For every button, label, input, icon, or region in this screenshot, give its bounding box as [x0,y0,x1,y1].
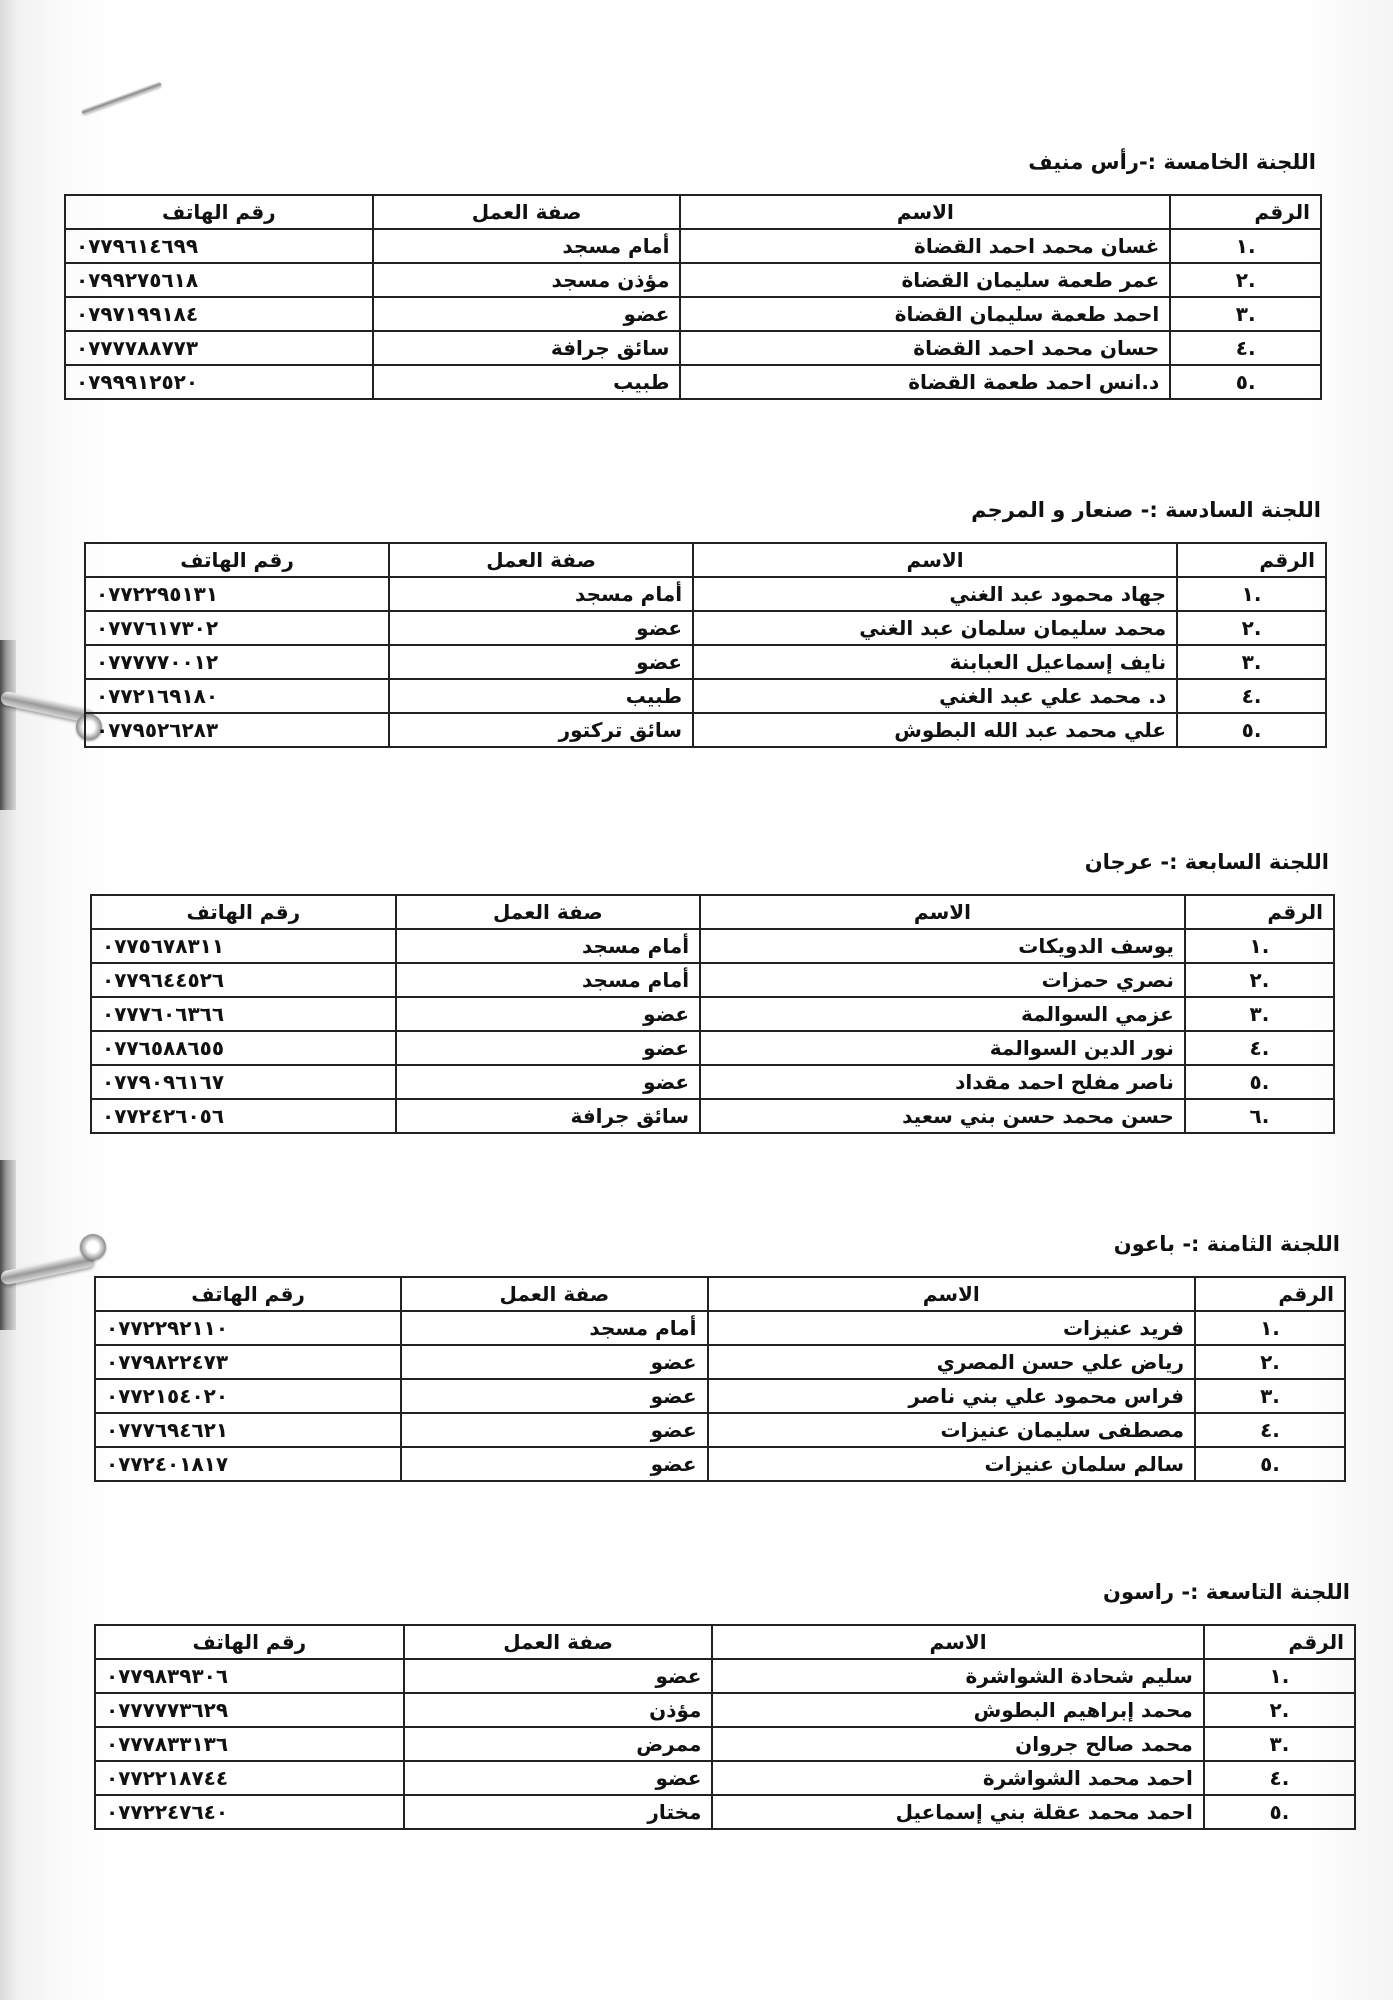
header-job: صفة العمل [401,1277,707,1311]
row-name: جهاد محمود عبد الغني [693,577,1177,611]
row-phone: ٠٧٧٥٦٧٨٣١١ [91,929,396,963]
row-phone: ٠٧٧٢٢٩٥١٣١ [85,577,389,611]
table-row [65,229,1321,263]
committee-section [94,1232,1346,1482]
table-header-row [91,895,1334,929]
row-name: مصطفى سليمان عنيزات [708,1413,1196,1447]
row-phone: ٠٧٧٢٢٤٧٦٤٠ [95,1795,404,1829]
row-phone: ٠٧٧٢٤٢٦٠٥٦ [91,1099,396,1133]
row-num: .٥ [1195,1447,1345,1481]
row-job: عضو [396,997,701,1031]
table-row [91,997,1334,1031]
row-num: .٢ [1170,263,1321,297]
row-job: عضو [396,1031,701,1065]
row-name: فراس محمود علي بني ناصر [708,1379,1196,1413]
header-job: صفة العمل [373,195,681,229]
committee-table [90,894,1335,1134]
committee-section [94,1580,1356,1830]
header-phone: رقم الهاتف [91,895,396,929]
row-num: .٤ [1170,331,1321,365]
section-title: اللجنة الخامسة :-رأس منيف [1028,150,1316,174]
row-job: أمام مسجد [396,963,701,997]
row-num: .٤ [1204,1761,1355,1795]
row-phone: ٠٧٧٩٨٢٢٤٧٣ [95,1345,401,1379]
header-name: الاسم [700,895,1185,929]
row-job: عضو [401,1413,707,1447]
table-row [91,963,1334,997]
table-row [95,1795,1355,1829]
table-row [85,577,1326,611]
table-row [95,1379,1345,1413]
row-job: عضو [404,1659,713,1693]
row-num: .٥ [1170,365,1321,399]
row-name: نايف إسماعيل العبابنة [693,645,1177,679]
committee-table [84,542,1327,748]
row-name: سليم شحادة الشواشرة [712,1659,1203,1693]
row-job: عضو [373,297,681,331]
row-phone: ٠٧٧٧٦٩٤٦٢١ [95,1413,401,1447]
row-num: .٢ [1195,1345,1345,1379]
section-title: اللجنة الثامنة :- باعون [1113,1232,1340,1256]
table-row [91,929,1334,963]
row-phone: ٠٧٧٩٦٤٤٥٢٦ [91,963,396,997]
header-name: الاسم [708,1277,1196,1311]
header-phone: رقم الهاتف [65,195,373,229]
row-phone: ٠٧٧٢٢١٨٧٤٤ [95,1761,404,1795]
section-title: اللجنة السابعة :- عرجان [1084,850,1329,874]
row-phone: ٠٧٧٩٨٣٩٣٠٦ [95,1659,404,1693]
table-row [95,1413,1345,1447]
table-row [65,365,1321,399]
table-row [91,1065,1334,1099]
committee-table [64,194,1322,400]
row-num: .٣ [1170,297,1321,331]
row-name: محمد إبراهيم البطوش [712,1693,1203,1727]
table-header-row [95,1277,1345,1311]
row-name: غسان محمد احمد القضاة [680,229,1170,263]
row-phone: ٠٧٧٧٧٧٣٦٢٩ [95,1693,404,1727]
table-row [95,1761,1355,1795]
row-phone: ٠٧٧٧٦٠٦٣٦٦ [91,997,396,1031]
row-num: .٤ [1177,679,1326,713]
row-num: .٤ [1185,1031,1334,1065]
table-row [95,1693,1355,1727]
table-row [91,1099,1334,1133]
committee-section [84,498,1327,748]
row-num: .١ [1170,229,1321,263]
table-header-row [65,195,1321,229]
row-name: فريد عنيزات [708,1311,1196,1345]
row-phone: ٠٧٧٩٠٩٦١٦٧ [91,1065,396,1099]
row-phone: ٠٧٧٩٥٢٦٢٨٣ [85,713,389,747]
row-phone: ٠٧٧٢٢٩٢١١٠ [95,1311,401,1345]
row-num: .٦ [1185,1099,1334,1133]
header-phone: رقم الهاتف [85,543,389,577]
header-name: الاسم [680,195,1170,229]
row-name: عزمي السوالمة [700,997,1185,1031]
row-name: حسان محمد احمد القضاة [680,331,1170,365]
row-job: أمام مسجد [396,929,701,963]
row-job: سائق جرافة [373,331,681,365]
row-phone: ٠٧٧٩٦١٤٦٩٩ [65,229,373,263]
row-name: محمد صالح جروان [712,1727,1203,1761]
row-name: حسن محمد حسن بني سعيد [700,1099,1185,1133]
row-phone: ٠٧٧٢٤٠١٨١٧ [95,1447,401,1481]
row-name: احمد طعمة سليمان القضاة [680,297,1170,331]
row-name: د. محمد علي عبد الغني [693,679,1177,713]
committee-section [64,150,1322,400]
header-name: الاسم [693,543,1177,577]
row-phone: ٠٧٧٧٧٨٨٧٧٣ [65,331,373,365]
row-job: عضو [389,645,693,679]
table-header-row [95,1625,1355,1659]
row-name: سالم سلمان عنيزات [708,1447,1196,1481]
row-job: طبيب [389,679,693,713]
row-job: عضو [401,1379,707,1413]
row-num: .٣ [1204,1727,1355,1761]
table-row [95,1345,1345,1379]
row-job: عضو [401,1345,707,1379]
header-num: الرقم [1170,195,1321,229]
table-row [85,645,1326,679]
row-job: أمام مسجد [373,229,681,263]
row-num: .٥ [1185,1065,1334,1099]
header-num: الرقم [1204,1625,1355,1659]
row-job: عضو [396,1065,701,1099]
header-num: الرقم [1177,543,1326,577]
row-num: .١ [1185,929,1334,963]
row-name: علي محمد عبد الله البطوش [693,713,1177,747]
row-phone: ٠٧٩٩٢٧٥٦١٨ [65,263,373,297]
table-row [85,611,1326,645]
table-row [95,1659,1355,1693]
table-row [65,263,1321,297]
row-name: احمد محمد عقلة بني إسماعيل [712,1795,1203,1829]
row-name: عمر طعمة سليمان القضاة [680,263,1170,297]
row-phone: ٠٧٧٢١٥٤٠٢٠ [95,1379,401,1413]
row-job: مؤذن مسجد [373,263,681,297]
row-num: .٣ [1185,997,1334,1031]
row-num: .١ [1177,577,1326,611]
table-row [95,1447,1345,1481]
row-job: أمام مسجد [389,577,693,611]
row-job: أمام مسجد [401,1311,707,1345]
table-row [85,713,1326,747]
section-title: اللجنة التاسعة :- راسون [1103,1580,1350,1604]
row-phone: ٠٧٧٧٨٣٣١٣٦ [95,1727,404,1761]
row-job: عضو [389,611,693,645]
committee-table [94,1624,1356,1830]
table-row [95,1311,1345,1345]
header-num: الرقم [1195,1277,1345,1311]
row-job: طبيب [373,365,681,399]
row-job: مؤذن [404,1693,713,1727]
row-name: يوسف الدويكات [700,929,1185,963]
binder-edge [0,1160,16,1330]
row-job: سائق جرافة [396,1099,701,1133]
row-name: احمد محمد الشواشرة [712,1761,1203,1795]
staple [81,81,162,114]
row-job: ممرض [404,1727,713,1761]
table-row [95,1727,1355,1761]
header-name: الاسم [712,1625,1203,1659]
header-job: صفة العمل [404,1625,713,1659]
row-phone: ٠٧٧٧٧٧٠٠١٢ [85,645,389,679]
row-job: عضو [401,1447,707,1481]
row-num: .٣ [1195,1379,1345,1413]
header-job: صفة العمل [389,543,693,577]
committee-table [94,1276,1346,1482]
row-name: نور الدين السوالمة [700,1031,1185,1065]
table-row [85,679,1326,713]
row-num: .٥ [1177,713,1326,747]
table-header-row [85,543,1326,577]
row-name: رياض علي حسن المصري [708,1345,1196,1379]
row-num: .٣ [1177,645,1326,679]
row-num: .٢ [1177,611,1326,645]
table-row [65,331,1321,365]
row-job: سائق تركتور [389,713,693,747]
row-num: .١ [1204,1659,1355,1693]
header-phone: رقم الهاتف [95,1625,404,1659]
row-name: نصري حمزات [700,963,1185,997]
row-phone: ٠٧٩٧١٩٩١٨٤ [65,297,373,331]
row-name: د.انس احمد طعمة القضاة [680,365,1170,399]
row-num: .٤ [1195,1413,1345,1447]
header-job: صفة العمل [396,895,701,929]
row-job: عضو [404,1761,713,1795]
binder-edge [0,640,16,810]
committee-section [90,850,1335,1134]
row-phone: ٠٧٧٧٦١٧٣٠٢ [85,611,389,645]
row-name: ناصر مفلح احمد مقداد [700,1065,1185,1099]
row-num: .٢ [1185,963,1334,997]
section-title: اللجنة السادسة :- صنعار و المرجم [971,498,1321,522]
row-job: مختار [404,1795,713,1829]
table-row [91,1031,1334,1065]
row-num: .٢ [1204,1693,1355,1727]
row-phone: ٠٧٩٩٩١٢٥٢٠ [65,365,373,399]
row-phone: ٠٧٧٦٥٨٨٦٥٥ [91,1031,396,1065]
row-phone: ٠٧٧٢١٦٩١٨٠ [85,679,389,713]
row-num: .١ [1195,1311,1345,1345]
header-num: الرقم [1185,895,1334,929]
header-phone: رقم الهاتف [95,1277,401,1311]
table-row [65,297,1321,331]
row-name: محمد سليمان سلمان عبد الغني [693,611,1177,645]
row-num: .٥ [1204,1795,1355,1829]
